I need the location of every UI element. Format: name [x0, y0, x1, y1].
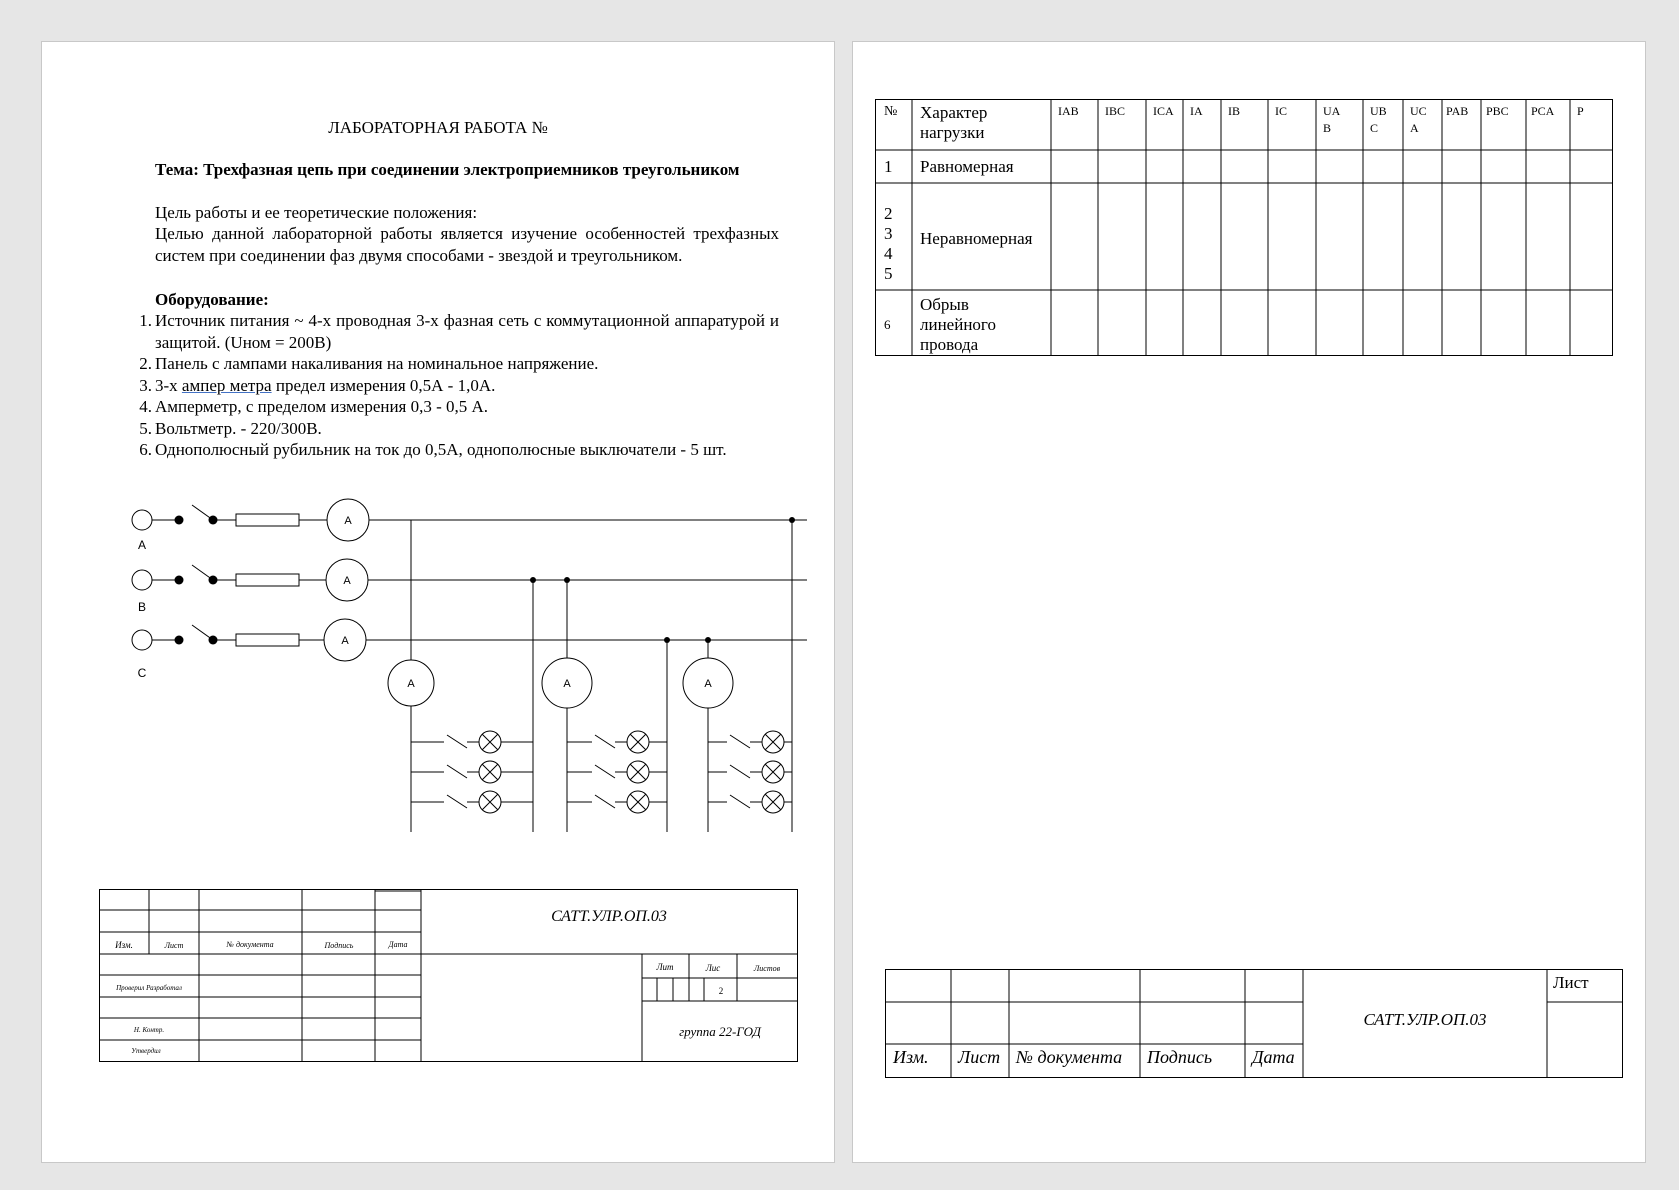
table-row-num: 6	[884, 317, 891, 332]
stamp-row-approved: Утвердил	[131, 1047, 161, 1055]
phase-label: B	[137, 600, 147, 614]
table-header: PBC	[1486, 104, 1509, 118]
table-header: IB	[1228, 104, 1240, 118]
circuit-diagram	[42, 42, 834, 842]
document-page-2	[852, 41, 1646, 1163]
stamp-col-izm: Изм.	[115, 940, 133, 950]
stamp-col-date: Дата	[1252, 1047, 1295, 1067]
equipment-item-text: Панель с лампами накаливания на номинальное напряжение.	[155, 354, 599, 373]
stamp-col-doc: № документа	[226, 940, 274, 949]
stamp-row-control: Н. Контр.	[133, 1026, 165, 1034]
table-header-num: №	[884, 104, 898, 119]
table-header: IBC	[1105, 104, 1126, 118]
stamp-col-list: Лист	[164, 941, 184, 950]
results-table	[875, 99, 1615, 361]
equipment-item-number: 1.	[139, 311, 152, 330]
stamp-col-date: Дата	[388, 940, 408, 949]
table-header-load: Характер нагрузки	[920, 103, 988, 142]
stamp-col-izm: Изм.	[893, 1047, 929, 1067]
equipment-item-number: 4.	[139, 397, 152, 416]
equipment-item-text: Вольтметр. - 220/300В.	[155, 418, 322, 438]
table-row-num: 2 3 4 5	[884, 204, 893, 283]
equipment-item-text: Однополюсный рубильник на ток до 0,5А, однополюсные выключатели - 5 шт.	[155, 440, 727, 459]
ammeter-label: A	[344, 515, 352, 527]
stamp-col-list: Лист	[958, 1047, 1001, 1067]
equipment-item-number: 2.	[139, 354, 152, 373]
lab-topic: Тема: Трехфазная цепь при соединении электроприемников треугольником	[155, 160, 740, 179]
title-block-page2	[885, 969, 1625, 1081]
phase-label: C	[137, 666, 147, 680]
stamp-col-doc: № документа	[1016, 1047, 1123, 1067]
goal-text: Целью данной лабораторной работы является изучение особенностей трехфазных систем при соединении фаз двумя способами - звездой и треугольником.	[155, 224, 779, 265]
table-header: UB C	[1370, 104, 1387, 135]
equipment-heading: Оборудование:	[155, 290, 269, 309]
equipment-item-text: Источник питания ~ 4-х проводная 3-х фазная сеть с коммутационной аппаратурой и защитой. (Uном = 200В)	[155, 311, 779, 352]
stamp-group: группа 22-ГОД	[679, 1024, 761, 1039]
stamp-lit: Лит	[656, 962, 674, 972]
ammeter-label: A	[704, 678, 712, 690]
stamp-col-sign: Подпись	[324, 941, 354, 950]
table-header: PAB	[1446, 104, 1469, 118]
equipment-item-text-post: предел измерения 0,5А - 1,0А.	[271, 375, 496, 395]
table-header: UA B	[1323, 104, 1341, 135]
lamp-group-2	[567, 731, 667, 813]
lamp-group-1	[411, 731, 533, 813]
stamp-row-checked: Проверил Разработал	[116, 984, 182, 992]
stamp-document-code: САТТ.УЛР.ОП.03	[1363, 1010, 1487, 1029]
equipment-item-text: Амперметр, с пределом измерения 0,3 - 0,5 А.	[155, 397, 489, 416]
ammeter-label: A	[343, 575, 351, 587]
table-header: IAB	[1058, 104, 1079, 118]
stamp-sheet-label: Лист	[1553, 973, 1589, 992]
equipment-item-number: 6.	[139, 440, 152, 459]
ammeter-label: A	[341, 635, 349, 647]
phase-label: A	[137, 538, 147, 552]
table-header: IC	[1275, 104, 1287, 118]
table-header: PCA	[1531, 104, 1555, 118]
stamp-col-sign: Подпись	[1147, 1047, 1213, 1067]
stamp-sheet-number: 2	[718, 986, 724, 996]
table-header: UC A	[1410, 104, 1427, 135]
table-row-label: Неравномерная	[920, 229, 1033, 248]
ammeter-label: A	[407, 678, 415, 690]
title-block-page1	[99, 889, 799, 1063]
lab-title: ЛАБОРАТОРНАЯ РАБОТА №	[328, 118, 548, 137]
stamp-sheets: Листов	[753, 964, 781, 973]
equipment-item-number: 3.	[139, 375, 152, 395]
table-row-label: Обрыв линейного провода	[920, 295, 996, 354]
ammeter-label: A	[563, 678, 571, 690]
stamp-sheet: Лис	[705, 963, 721, 973]
table-header: ICA	[1153, 104, 1174, 118]
document-page-1	[41, 41, 835, 1163]
table-row-label: Равномерная	[920, 157, 1014, 176]
stamp-document-code: САТТ.УЛР.ОП.03	[551, 908, 667, 925]
table-header: P	[1577, 104, 1584, 118]
table-header: IA	[1190, 104, 1203, 118]
lamp-group-3	[708, 731, 792, 813]
goal-heading: Цель работы и ее теоретические положения:	[155, 203, 478, 222]
equipment-item-number: 5.	[139, 418, 152, 438]
equipment-item-text-pre: 3-х	[155, 375, 182, 395]
table-row-num: 1	[884, 157, 893, 176]
spellcheck-underlined-text[interactable]: ампер метра	[181, 375, 272, 395]
